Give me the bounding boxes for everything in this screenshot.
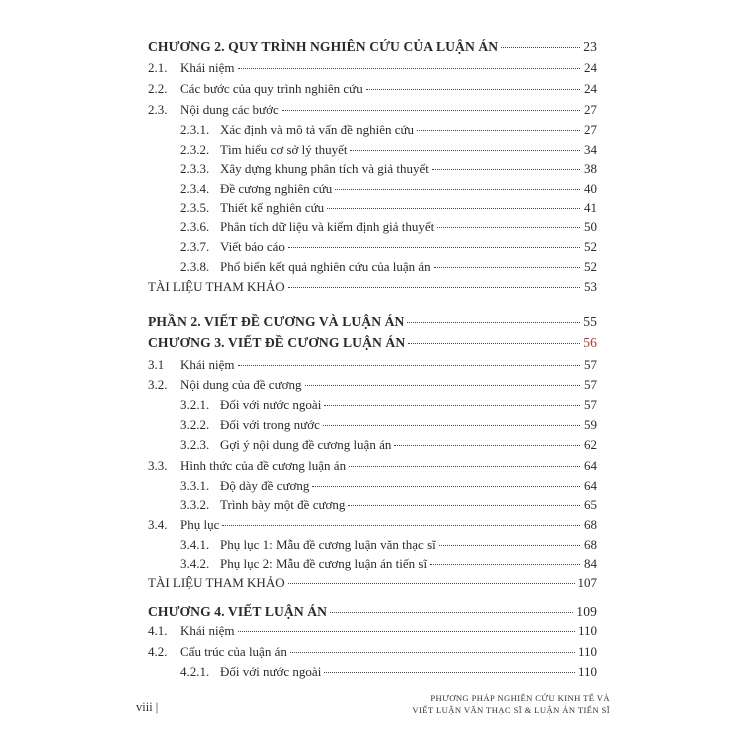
toc-entry[interactable] bbox=[148, 516, 597, 534]
toc-entry-page: 34 bbox=[584, 142, 597, 157]
toc-entry[interactable] bbox=[148, 80, 597, 98]
toc-entry-number: 2.3.6. bbox=[180, 219, 210, 234]
dot-leader bbox=[417, 130, 580, 131]
dot-leader bbox=[408, 343, 580, 344]
toc-entry-number: 4.1. bbox=[148, 623, 168, 638]
dot-leader bbox=[288, 583, 575, 584]
dot-leader bbox=[323, 425, 580, 426]
toc-entry-page: 52 bbox=[584, 239, 597, 254]
toc-entry-page: 62 bbox=[584, 437, 597, 452]
toc-entry[interactable] bbox=[180, 180, 597, 198]
toc-entry-title: CHƯƠNG 3. VIẾT ĐỀ CƯƠNG LUẬN ÁN bbox=[148, 335, 406, 350]
toc-entry-number: 4.2.1. bbox=[180, 664, 210, 679]
toc-entry-page: 107 bbox=[577, 575, 597, 590]
toc-entry-title: Đối với nước ngoài bbox=[220, 397, 322, 412]
toc-entry-page: 110 bbox=[577, 664, 597, 679]
toc-entry-page: 40 bbox=[584, 181, 597, 196]
dot-leader bbox=[349, 466, 580, 467]
toc-entry-title: Khái niệm bbox=[180, 357, 235, 372]
toc-entry-title: TÀI LIỆU THAM KHẢO bbox=[148, 575, 285, 590]
toc-entry-title: Phân tích dữ liệu và kiểm định giả thuyết bbox=[220, 219, 435, 234]
toc-entry-number: 2.3.4. bbox=[180, 181, 210, 196]
dot-leader bbox=[238, 365, 580, 366]
toc-entry-title: Phụ lục 2: Mẫu đề cương luận án tiến sĩ bbox=[220, 556, 428, 571]
toc-entry-number: 2.3.3. bbox=[180, 161, 210, 176]
toc-entry-title: Đối với trong nước bbox=[220, 417, 320, 432]
page-number: viii | bbox=[136, 700, 159, 714]
toc-entry[interactable] bbox=[148, 643, 597, 661]
toc-entry[interactable] bbox=[180, 416, 597, 434]
toc-entry-number: 3.2.2. bbox=[180, 417, 210, 432]
dot-leader bbox=[434, 267, 580, 268]
dot-leader bbox=[282, 110, 580, 111]
toc-entry-number: 2.3.1. bbox=[180, 122, 210, 137]
dot-leader bbox=[288, 247, 580, 248]
toc-entry-page: 24 bbox=[584, 60, 597, 75]
dot-leader bbox=[330, 612, 573, 613]
footer-title-line-2: VIẾT LUẬN VĂN THẠC SĨ & LUẬN ÁN TIẾN SĨ bbox=[412, 705, 610, 715]
toc-entry-number: 2.3.7. bbox=[180, 239, 210, 254]
dot-leader bbox=[222, 525, 580, 526]
toc-entry[interactable] bbox=[148, 457, 597, 475]
toc-entry-title: PHẦN 2. VIẾT ĐỀ CƯƠNG VÀ LUẬN ÁN bbox=[148, 314, 405, 329]
toc-entry-number: 2.3.5. bbox=[180, 200, 210, 215]
toc-entry-title: Xây dựng khung phân tích và giả thuyết bbox=[220, 161, 429, 176]
toc-entry[interactable] bbox=[148, 334, 597, 352]
toc-entry[interactable] bbox=[148, 376, 597, 394]
dot-leader bbox=[238, 631, 575, 632]
toc-entry-title: Tìm hiểu cơ sở lý thuyết bbox=[220, 142, 348, 157]
toc-entry[interactable] bbox=[180, 238, 597, 256]
toc-entry[interactable] bbox=[180, 258, 597, 276]
toc-entry-title: Thiết kế nghiên cứu bbox=[220, 200, 325, 215]
toc-entry-title: Xác định và mô tả vấn đề nghiên cứu bbox=[220, 122, 415, 137]
toc-entry-number: 2.3. bbox=[148, 102, 168, 117]
toc-entry[interactable] bbox=[148, 38, 597, 56]
toc-entry-page: 57 bbox=[584, 397, 597, 412]
footer-title-line-1: PHƯƠNG PHÁP NGHIÊN CỨU KINH TẾ VÀ bbox=[430, 693, 610, 703]
toc-entry-page: 27 bbox=[584, 102, 597, 117]
toc-entry-page: 38 bbox=[584, 161, 597, 176]
toc-entry-page: 55 bbox=[583, 314, 597, 329]
toc-entry-title: Đối với nước ngoài bbox=[220, 664, 322, 679]
toc-entry-number: 3.4. bbox=[148, 517, 168, 532]
toc-entry-page: 27 bbox=[584, 122, 597, 137]
toc-entry-title: Phụ lục bbox=[180, 517, 220, 532]
toc-entry-page: 57 bbox=[584, 377, 597, 392]
toc-entry[interactable] bbox=[148, 603, 597, 621]
dot-leader bbox=[290, 652, 575, 653]
toc-entry[interactable] bbox=[180, 141, 597, 159]
toc-entry-number: 2.3.2. bbox=[180, 142, 210, 157]
dot-leader bbox=[394, 445, 580, 446]
dot-leader bbox=[288, 287, 580, 288]
toc-entry-title: Nội dung của đề cương bbox=[180, 377, 302, 392]
toc-entry-page: 84 bbox=[584, 556, 597, 571]
dot-leader bbox=[407, 322, 580, 323]
toc-entry-number: 2.2. bbox=[148, 81, 168, 96]
toc-entry[interactable] bbox=[180, 536, 597, 554]
dot-leader bbox=[238, 68, 580, 69]
toc-entry[interactable] bbox=[180, 663, 597, 681]
toc-entry-number: 3.2.3. bbox=[180, 437, 210, 452]
toc-entry-page: 68 bbox=[584, 517, 597, 532]
toc-entry-page: 57 bbox=[584, 357, 597, 372]
dot-leader bbox=[501, 47, 580, 48]
toc-entry[interactable] bbox=[180, 477, 597, 495]
toc-entry-page: 52 bbox=[584, 259, 597, 274]
toc-entry-title: Viết báo cáo bbox=[220, 239, 285, 254]
toc-entry[interactable] bbox=[180, 436, 597, 454]
toc-entry-title: Gợi ý nội dung đề cương luận án bbox=[220, 437, 392, 452]
toc-entry-page: 110 bbox=[577, 644, 597, 659]
dot-leader bbox=[348, 505, 580, 506]
toc-entry[interactable] bbox=[180, 160, 597, 178]
toc-entry-number: 4.2. bbox=[148, 644, 168, 659]
toc-entry[interactable] bbox=[180, 199, 597, 217]
toc-entry-number: 3.2.1. bbox=[180, 397, 210, 412]
toc-entry-title: CHƯƠNG 2. QUY TRÌNH NGHIÊN CỨU CỦA LUẬN ÁN bbox=[148, 39, 499, 54]
toc-entry-number: 3.4.2. bbox=[180, 556, 210, 571]
dot-leader bbox=[305, 385, 580, 386]
toc-entry[interactable] bbox=[148, 278, 597, 296]
toc-entry-title: Cấu trúc của luận án bbox=[180, 644, 287, 659]
toc-entry-number: 3.3. bbox=[148, 458, 168, 473]
toc-entry[interactable] bbox=[148, 313, 597, 331]
toc-entry-page: 24 bbox=[584, 81, 597, 96]
toc-entry-title: Nội dung các bước bbox=[180, 102, 279, 117]
toc-entry-page: 23 bbox=[583, 39, 597, 54]
toc-entry-title: Độ dày đề cương bbox=[220, 478, 310, 493]
toc-entry-page: 56 bbox=[583, 335, 597, 350]
dot-leader bbox=[432, 169, 580, 170]
toc-entry-number: 2.1. bbox=[148, 60, 168, 75]
toc-entry-title: Khái niệm bbox=[180, 60, 235, 75]
toc-entry-page: 41 bbox=[584, 200, 597, 215]
toc-entry-number: 3.1 bbox=[148, 357, 165, 372]
toc-entry[interactable] bbox=[180, 396, 597, 414]
toc-entry[interactable] bbox=[180, 555, 597, 573]
toc-entry-title: Phụ lục 1: Mẫu đề cương luận văn thạc sĩ bbox=[220, 537, 436, 552]
toc-entry-title: Khái niệm bbox=[180, 623, 235, 638]
dot-leader bbox=[430, 564, 580, 565]
toc-entry[interactable] bbox=[148, 59, 597, 77]
toc-entry-title: Trình bày một đề cương bbox=[220, 497, 346, 512]
toc-entry-number: 3.4.1. bbox=[180, 537, 210, 552]
dot-leader bbox=[350, 150, 580, 151]
toc-entry-title: CHƯƠNG 4. VIẾT LUẬN ÁN bbox=[148, 604, 328, 619]
toc-entry-title: TÀI LIỆU THAM KHẢO bbox=[148, 279, 285, 294]
toc-entry[interactable] bbox=[180, 218, 597, 236]
toc-entry[interactable] bbox=[148, 574, 597, 592]
toc-entry-page: 64 bbox=[584, 478, 597, 493]
toc-entry-title: Phổ biến kết quả nghiên cứu của luận án bbox=[220, 259, 431, 274]
dot-leader bbox=[439, 545, 580, 546]
toc-entry-page: 64 bbox=[584, 458, 597, 473]
dot-leader bbox=[324, 672, 575, 673]
dot-leader bbox=[324, 405, 580, 406]
toc-entry-number: 3.3.1. bbox=[180, 478, 210, 493]
toc-entry-title: Hình thức của đề cương luận án bbox=[180, 458, 347, 473]
toc-entry-page: 53 bbox=[584, 279, 597, 294]
toc-entry-number: 2.3.8. bbox=[180, 259, 210, 274]
toc-entry-number: 3.3.2. bbox=[180, 497, 210, 512]
dot-leader bbox=[366, 89, 580, 90]
toc-entry-title: Đề cương nghiên cứu bbox=[220, 181, 333, 196]
toc-entry[interactable] bbox=[148, 622, 597, 640]
dot-leader bbox=[335, 189, 580, 190]
running-footer-title bbox=[412, 692, 610, 716]
toc-entry[interactable] bbox=[180, 121, 597, 139]
toc-entry-title: Các bước của quy trình nghiên cứu bbox=[180, 81, 363, 96]
dot-leader bbox=[312, 486, 580, 487]
toc-entry-page: 50 bbox=[584, 219, 597, 234]
toc-entry-page: 59 bbox=[584, 417, 597, 432]
toc-entry-number: 3.2. bbox=[148, 377, 168, 392]
toc-entry-page: 109 bbox=[576, 604, 597, 619]
dot-leader bbox=[327, 208, 580, 209]
toc-entry[interactable] bbox=[148, 356, 597, 374]
dot-leader bbox=[437, 227, 580, 228]
toc-entry-page: 65 bbox=[584, 497, 597, 512]
toc-entry-page: 110 bbox=[577, 623, 597, 638]
toc-entry[interactable] bbox=[148, 101, 597, 119]
toc-entry[interactable] bbox=[180, 496, 597, 514]
toc-entry-page: 68 bbox=[584, 537, 597, 552]
